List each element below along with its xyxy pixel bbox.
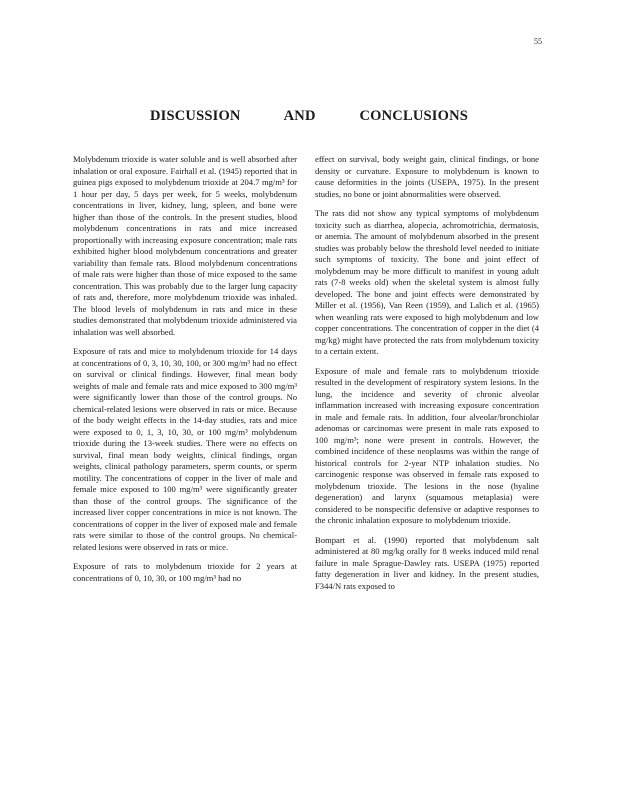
section-heading: DISCUSSION AND CONCLUSIONS: [149, 108, 469, 124]
paragraph: Bompart et al. (1990) reported that molybdenum salt administered at 80 mg/kg orally for 8 weeks induced mild renal failure in male Sprague-Dawley rats. USEPA (1975) reported fatty degeneration in liver and kidney. In the present studies, F344/N rats exposed to: [315, 534, 539, 591]
right-column: [315, 154, 539, 600]
left-column: [73, 154, 297, 592]
paragraph: Molybdenum trioxide is water soluble and is well absorbed after inhalation or oral exposure. Fairhall et al. (1945) reported that in guinea pigs exposed to molybdenum trioxide at 204.7 mg/m³ for 1 hour per day, 5 days per week, for 5 weeks, molybdenum concentrations in liver, kidney, lung, spleen, and bone were higher than those of the controls. In the present studies, blood molybdenum concentrations in rats and mice increased proportionally with increasing exposure concentration; male rats exhibited higher blood molybdenum concentrations and greater variability than female rats. Blood molybdenum concentrations of male rats were higher than those of mice exposed to the same concentration. This was probably due to the larger lung capacity of rats and, therefore, more molybdenum trioxide was inhaled. The blood levels of molybdenum in rats and mice in these studies demonstrated that molybdenum trioxide administered via inhalation was well absorbed.: [73, 154, 297, 337]
paragraph: Exposure of rats and mice to molybdenum trioxide for 14 days at concentrations of 0, 3, 10, 30, 100, or 300 mg/m³ had no effect on survival or clinical findings. However, final mean body weights of male and female rats and mice exposed to 300 mg/m³ were significantly lower than those of the control groups. No chemical-related lesions were observed in rats or mice. Because of the body weight effects in the 14-day studies, rats and mice were exposed to 0, 1, 3, 10, 30, or 100 mg/m³ molybdenum trioxide during the 13-week studies. There were no effects on survival, final mean body weights, clinical findings, organ weights, clinical pathology parameters, sperm counts, or sperm motility. The concentrations of copper in the liver of male and female mice exposed to 100 mg/m³ were significantly greater than those of the control groups. The significance of the increased liver copper concentrations in mice is not known. The concentrations of copper in the liver of exposed male and female rats were similar to those of the control groups. No chemical-related lesions were observed in rats or mice.: [73, 346, 297, 552]
paragraph: The rats did not show any typical symptoms of molybdenum toxicity such as diarrhea, alopecia, achromotrichia, dermatosis, or anemia. The amount of molybdenum absorbed in the present studies was probably below the threshold level needed to initiate such symptoms of toxicity. The bone and joint effect of molybdenum may be more difficult to manifest in young adult rats (7-8 weeks old) when the skeletal system is almost fully developed. The bone and joint effects were demonstrated by Miller et al. (1956), Van Reen (1959), and Lalich et al. (1965) when weanling rats were exposed to high molybdenum and low copper concentrations. The concentration of copper in the diet (4 mg/kg) might have protected the rats from molybdenum toxicity to a certain extent.: [315, 208, 539, 356]
paragraph: effect on survival, body weight gain, clinical findings, or bone density or curvature. Exposure to molybdenum is known to cause deformities in the joints (USEPA, 1975). In the present studies, no bone or joint abnormalities were observed.: [315, 154, 539, 199]
page-number: 55: [534, 37, 542, 46]
paragraph: Exposure of rats to molybdenum trioxide for 2 years at concentrations of 0, 10, 30, or 100 mg/m³ had no: [73, 561, 297, 583]
paragraph: Exposure of male and female rats to molybdenum trioxide resulted in the development of respiratory system lesions. In the lung, the incidence and severity of chronic alveolar inflammation increased with increasing exposure concentration in male and female rats. In addition, four alveolar/bronchiolar adenomas or carcinomas were present in male rats exposed to 100 mg/m³; none were present in controls. However, the combined incidence of these neoplasms was within the range of historical controls for 2-year NTP inhalation studies. No carcinogenic response was observed in female rats exposed to molybdenum trioxide. The lesions in the nose (hyaline degeneration) and larynx (squamous metaplasia) were considered to be nonspecific defensive or adaptive responses to the chronic inhalation exposure to molybdenum trioxide.: [315, 365, 539, 525]
